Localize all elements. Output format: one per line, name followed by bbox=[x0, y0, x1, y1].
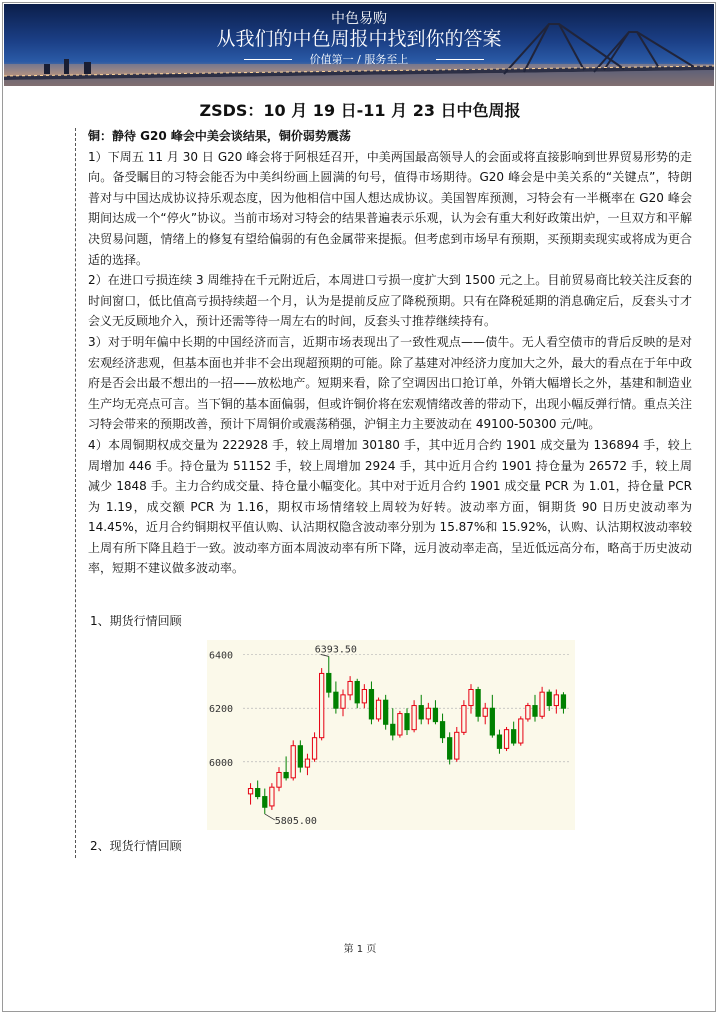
candle-body bbox=[476, 690, 480, 717]
candle-body bbox=[419, 706, 423, 719]
y-tick-label: 6000 bbox=[209, 757, 234, 769]
banner-motto: 价值第一 / 服务至上 bbox=[309, 53, 409, 66]
paragraph-3: 3）对于明年偏中长期的中国经济而言，近期市场表现出了一致性观点——债牛。无人看空债市的背后反映的是对宏观经济悲观，但基本面也并非不会出现超预期的可能。除了基建对冲经济力度加大之外，最大的看点在于年中政府是否会出最不想出的一招——放松地产。短期来看，除了空调因出口抢订单，外销大幅增长之外，基建和制造业生产均无亮点可言。当下铜的基本面偏弱，但或许铜价将在宏观情绪改善的带动下，出现小幅反弹行情。重点关注习特会带来的预期改善，预计下周铜价或震荡稍强，沪铜主力主要波动在 49100-50300 元/吨。 bbox=[88, 334, 692, 432]
candle-body bbox=[533, 706, 537, 717]
candle-body bbox=[376, 700, 380, 719]
candle-body bbox=[554, 695, 558, 706]
candle-body bbox=[519, 719, 523, 743]
candle-body bbox=[547, 692, 551, 705]
candle-body bbox=[512, 730, 516, 743]
candle-body bbox=[305, 759, 309, 767]
banner-slogan: 从我们的中色周报中找到你的答案 bbox=[216, 28, 502, 50]
candle-body bbox=[497, 735, 501, 748]
candle-body bbox=[277, 772, 281, 787]
candle-body bbox=[405, 714, 409, 730]
candle-body bbox=[483, 708, 487, 716]
paragraph-4: 4）本周铜期权成交量为 222928 手，较上周增加 30180 手，其中近月合约 1901 成交量为 136894 手，较上周增加 446 手。持仓量为 51152 手，较上周增加 2924 手，其中近月合约 1901 持仓量为 26572 手，较上周减少 1848 手。主力合约成交量、持仓量小幅变化。其中对于近月合约 1901 成交量 PCR 为 1.01，持仓量 PCR 为 1.19，成交额 PCR 为 1.16，期权市场情绪较上周较为好转。波动率方面，铜期货 90 日历史波动率为 14.45%，近月合约铜期权平值认购、认沽期权隐含波动率分别为 15.87%和 15.92%，认购、认沽期权波动率较上周有所下降且趋于一致。波动率方面本周波动率有所下降，远月波动率走高，呈近低远高分布，略高于历史波动率，短期不建议做多波动率。 bbox=[88, 437, 692, 576]
candle-body bbox=[320, 673, 324, 737]
candle-body bbox=[256, 789, 260, 797]
candle-body bbox=[561, 695, 565, 708]
candle-body bbox=[526, 706, 530, 719]
candle-body bbox=[312, 738, 316, 759]
candle-body bbox=[540, 692, 544, 716]
candle-body bbox=[412, 706, 416, 730]
candle-body bbox=[284, 772, 288, 777]
low-annotation-label: 5805.00 bbox=[274, 815, 317, 827]
spot-review-heading: 2、现货行情回顾 bbox=[90, 839, 182, 853]
candle-body bbox=[440, 722, 444, 738]
report-body bbox=[88, 126, 692, 579]
candle-body bbox=[490, 708, 494, 735]
candle-body bbox=[391, 724, 395, 735]
candle-body bbox=[334, 692, 338, 708]
candle-body bbox=[369, 690, 373, 719]
candle-body bbox=[263, 797, 267, 808]
y-tick-label: 6200 bbox=[209, 704, 234, 716]
futures-review-heading: 1、期货行情回顾 bbox=[90, 614, 182, 628]
candle-body bbox=[341, 695, 345, 708]
candle-body bbox=[426, 708, 430, 719]
copper-section-heading: 铜：静待 G20 峰会中美会谈结果，铜价弱势震荡 bbox=[88, 129, 351, 143]
candle-body bbox=[327, 673, 331, 692]
high-annotation-label: 6393.50 bbox=[314, 644, 357, 656]
candle-body bbox=[298, 746, 302, 767]
candle-body bbox=[270, 787, 274, 806]
candle-body bbox=[384, 700, 388, 724]
paragraph-1: 1）下周五 11 月 30 日 G20 峰会将于阿根廷召开，中美两国最高领导人的会面或将直接影响到世界贸易形势的走向。备受瞩目的习特会能否为中美纠纷画上圆满的句号，值得市场期待。G20 峰会是中美关系的“关键点”，特朗普对与中国达成协议持乐观态度，因为他相信中国人想达成协议。美国智库预测，习特会有一半概率在 G20 峰会期间达成一个“停火”协议。当前市场对习特会的结果普遍表示乐观，认为会有重大利好政策出炉，一旦双方和平解决贸易问题，情绪上的修复有望给偏弱的有色金属带来提振。但考虑到市场早有预期，买预期卖现实或将成为更合适的选择。 bbox=[88, 149, 692, 267]
candle-body bbox=[433, 708, 437, 721]
motto-divider-right bbox=[436, 59, 484, 60]
candle-body bbox=[462, 706, 466, 733]
candle-body bbox=[355, 681, 359, 702]
candle-body bbox=[504, 730, 508, 749]
paragraph-2: 2）在进口亏损连续 3 周维持在千元附近后，本周进口亏损一度扩大到 1500 元之上。目前贸易商比较关注反套的时间窗口，低比值高亏损持续超一个月，认为是提前反应了降税预期。只有在降税延期的消息确定后，反套头寸才会义无反顾地介入，预计还需等待一周左右的时间，反套头寸推荐继续持有。 bbox=[88, 273, 692, 329]
header-banner bbox=[4, 4, 714, 86]
candle-body bbox=[398, 714, 402, 735]
candle-body bbox=[455, 732, 459, 759]
margin-dashed-rule bbox=[75, 128, 76, 858]
copper-futures-candlestick-chart bbox=[207, 640, 575, 830]
candle-body bbox=[448, 738, 452, 759]
candle-body bbox=[248, 789, 252, 794]
banner-brand: 中色易购 bbox=[331, 11, 387, 27]
candle-body bbox=[291, 746, 295, 778]
page-number: 第 1 页 bbox=[343, 944, 377, 955]
candle-body bbox=[469, 690, 473, 706]
y-tick-label: 6400 bbox=[209, 650, 234, 662]
candle-body bbox=[362, 690, 366, 703]
candle-body bbox=[348, 681, 352, 694]
report-title: ZSDS：10 月 19 日-11 月 23 日中色周报 bbox=[199, 101, 521, 120]
